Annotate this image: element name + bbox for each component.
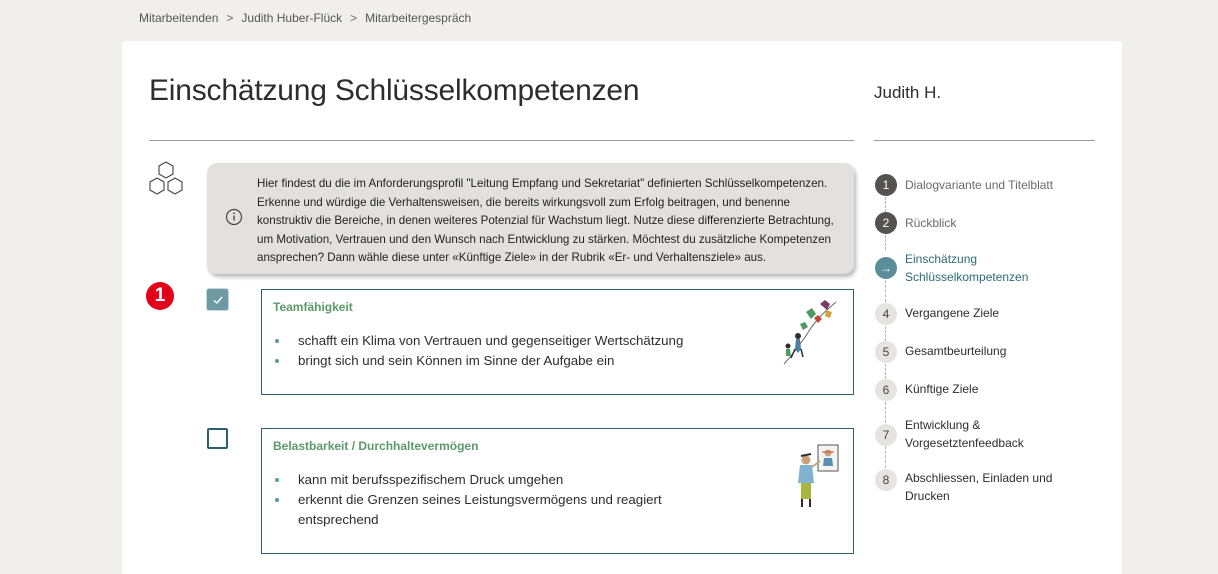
- step-number: 7: [875, 424, 897, 446]
- climbers-illustration: [776, 298, 844, 368]
- arrow-right-icon: →: [875, 257, 897, 279]
- info-text: Hier findest du die im Anforderungsprofil "Leitung Empfang und Sekretariat" definierten Schlüsselkompetenzen. Erkenne und würdige die Verhaltensweisen, die bereits wirkungsvoll zum Erfolg beitragen, und benenne konstruktiv die Bereiche, in denen weiteres Potenzial für Wachstum liegt. Nutze diese differenzierte Betrachtung, um Motivation, Vertrauen und den Wunsch nach Entwicklung zu stärken. Möchtest du zusätzliche Kompetenzen ansprechen? Dann wähle diese unter «Künftige Ziele» in der Rubrik «Er- und Verhaltensziele» aus.: [257, 177, 834, 265]
- breadcrumb-separator: >: [350, 11, 358, 25]
- competency-card-teamfaehigkeit: [261, 289, 854, 395]
- step-dialogvariante[interactable]: [875, 174, 1100, 196]
- step-label: Dialogvariante und Titelblatt: [905, 178, 1054, 192]
- competency-checkbox-teamfaehigkeit[interactable]: [207, 289, 228, 310]
- list-item: schafft ein Klima von Vertrauen und gegenseitiger Wertschätzung: [273, 331, 693, 351]
- competency-title: Teamfähigkeit: [273, 300, 353, 314]
- checkmark-icon: [212, 294, 224, 306]
- step-kuenftige-ziele[interactable]: [875, 379, 1100, 401]
- competency-checkbox-belastbarkeit[interactable]: [207, 428, 228, 449]
- step-connector: [885, 364, 886, 379]
- hexagons-icon: [147, 161, 185, 199]
- step-label: Gesamtbeurteilung: [905, 344, 1007, 358]
- breadcrumb-item-conversation[interactable]: Mitarbeitergespräch: [365, 11, 472, 25]
- step-number: 8: [875, 469, 897, 491]
- step-label: Entwicklung & Vorgesetztenfeedback: [905, 418, 1024, 450]
- sidebar-divider: [874, 140, 1095, 141]
- step-number: 1: [875, 174, 897, 196]
- step-gesamtbeurteilung[interactable]: [875, 341, 1100, 363]
- breadcrumb-item-person[interactable]: Judith Huber-Flück: [241, 11, 343, 25]
- page-title: Einschätzung Schlüsselkompetenzen: [149, 74, 640, 107]
- step-connector: [885, 197, 886, 212]
- step-abschliessen[interactable]: [875, 469, 1100, 505]
- step-einschaetzung[interactable]: [875, 252, 1100, 286]
- step-entwicklung[interactable]: [875, 418, 1055, 452]
- competency-title: Belastbarkeit / Durchhaltevermögen: [273, 439, 479, 453]
- step-number: 4: [875, 303, 897, 325]
- breadcrumb: [139, 11, 471, 25]
- mirror-illustration: [794, 443, 842, 509]
- list-item: bringt sich und sein Können im Sinne der Aufgabe ein: [273, 351, 693, 371]
- info-box: [207, 163, 854, 274]
- step-number: 2: [875, 212, 897, 234]
- step-number: 6: [875, 379, 897, 401]
- list-item: kann mit berufsspezifischem Druck umgehen: [273, 470, 693, 490]
- step-rueckblick[interactable]: [875, 212, 1100, 234]
- breadcrumb-separator: >: [226, 11, 234, 25]
- competency-card-belastbarkeit: [261, 428, 854, 554]
- step-label: Abschliessen, Einladen und Drucken: [905, 471, 1053, 503]
- step-connector: [885, 326, 886, 341]
- step-connector: [885, 235, 886, 250]
- title-divider: [149, 140, 854, 141]
- step-label: Vergangene Ziele: [905, 306, 1000, 320]
- step-label: Rückblick: [905, 216, 957, 230]
- competency-bullet-list: [273, 470, 693, 530]
- step-badge: 1: [146, 282, 174, 310]
- step-number: 5: [875, 341, 897, 363]
- info-icon: [225, 208, 243, 226]
- competency-bullet-list: [273, 331, 693, 371]
- person-name: Judith H.: [874, 83, 942, 102]
- step-label: Künftige Ziele: [905, 382, 979, 396]
- breadcrumb-item-employees[interactable]: Mitarbeitenden: [139, 11, 219, 25]
- step-connector: [885, 402, 886, 423]
- step-label: Einschätzung Schlüsselkompetenzen: [905, 252, 1029, 284]
- step-vergangene-ziele[interactable]: [875, 303, 1100, 325]
- list-item: erkennt die Grenzen seines Leistungsvermögens und reagiert entsprechend: [273, 490, 693, 530]
